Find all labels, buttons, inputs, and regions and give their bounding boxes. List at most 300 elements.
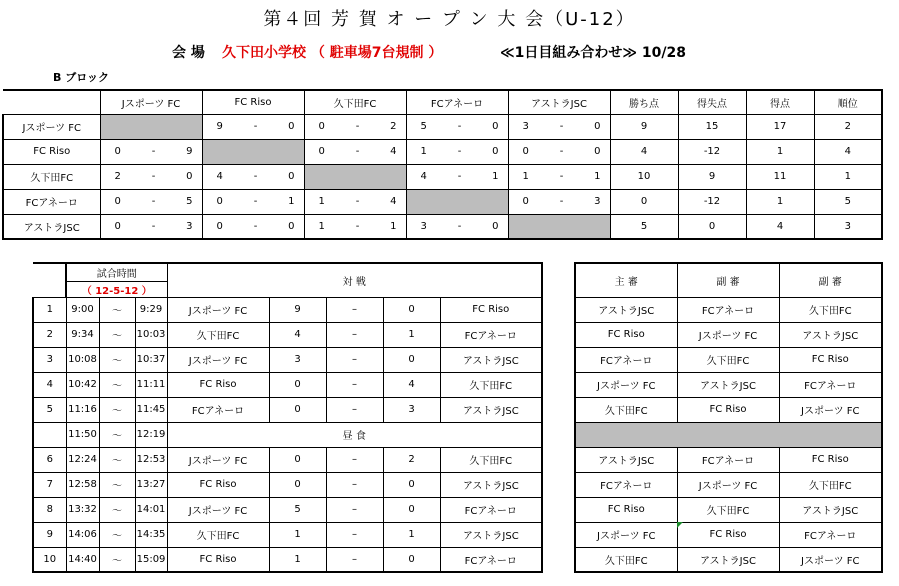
score-pair [305,196,406,207]
home-team: Jスポーツ FC [167,447,269,472]
score-pair [509,146,610,157]
league-header-row [3,90,882,114]
schedule-header-row [33,263,542,281]
league-score [304,139,406,164]
score-part: 0 [186,171,193,182]
league-stat-header: 順位 [814,90,882,114]
away-team: アストラJSC [440,347,542,372]
referee-header: 主 審 [575,263,677,297]
match-end: 11:45 [135,397,167,422]
league-stat: 4 [610,139,678,164]
away-score: 2 [383,447,440,472]
match-end: 12:53 [135,447,167,472]
referee-header: 副 審 [779,263,882,297]
score-part: 0 [114,196,121,207]
league-score [100,164,202,189]
score-part: 0 [522,146,529,157]
referee-cell: FC Riso [677,397,779,422]
score-pair [407,171,508,182]
match-row [33,347,542,372]
home-team: FC Riso [167,472,269,497]
away-score: 3 [383,397,440,422]
away-team: アストラJSC [440,397,542,422]
score-part: 4 [420,171,427,182]
time-wave: ～ [99,447,135,472]
score-dash: – [326,372,383,397]
score-part: 4 [390,196,397,207]
away-team: FC Riso [440,297,542,322]
score-part: 0 [318,121,325,132]
home-score: 0 [269,397,326,422]
league-stat: 0 [678,214,746,239]
schedule-note: ≪1日目組み合わせ≫ 10/28 [500,45,687,61]
match-number: 5 [33,397,66,422]
score-part: - [253,121,258,132]
score-dash: – [326,447,383,472]
league-stat: 3 [814,214,882,239]
league-score [508,114,610,139]
match-start: 10:42 [66,372,99,397]
score-part: 0 [288,220,295,232]
match-start: 12:58 [66,472,99,497]
league-stat: -12 [678,189,746,214]
score-dash: – [326,297,383,322]
score-dash: – [326,522,383,547]
league-score [304,114,406,139]
referee-cell: Jスポーツ FC [779,397,882,422]
referee-cell: FC Riso [677,522,779,547]
league-stat: 4 [746,214,814,239]
score-part: 1 [492,171,499,182]
referee-row [575,497,882,522]
away-team: FCアネーロ [440,547,542,572]
league-col-team: 久下田FC [304,90,406,114]
match-number: 3 [33,347,66,372]
score-part: 0 [522,196,529,207]
match-start: 12:24 [66,447,99,472]
score-pair [509,171,610,182]
score-part: 0 [288,121,295,132]
referee-cell: 久下田FC [575,547,677,572]
away-score: 4 [383,372,440,397]
referee-row [575,397,882,422]
score-part: 0 [114,220,121,232]
home-team: Jスポーツ FC [167,297,269,322]
home-team: 久下田FC [167,522,269,547]
match-row [33,447,542,472]
score-pair [203,171,304,182]
league-self-cell [202,139,304,164]
referee-cell: 久下田FC [575,397,677,422]
league-self-cell [100,114,202,139]
referee-lunch-gap [575,422,882,447]
match-row [33,497,542,522]
league-stat: 1 [746,189,814,214]
score-part: - [355,146,360,157]
league-score [508,164,610,189]
league-row [3,214,882,239]
referee-cell: アストラJSC [677,372,779,397]
referee-cell: アストラJSC [575,297,677,322]
time-wave: ～ [99,497,135,522]
lunch-row [33,422,542,447]
league-score [406,164,508,189]
league-row-team: アストラJSC [3,214,100,239]
score-part: 1 [594,171,601,182]
league-row [3,189,882,214]
home-score: 0 [269,447,326,472]
time-wave: ～ [99,522,135,547]
home-score: 0 [269,372,326,397]
time-wave: ～ [99,547,135,572]
block-label: B ブロック [53,71,109,84]
referee-cell: アストラJSC [677,547,779,572]
referee-cell: FC Riso [779,447,882,472]
league-row [3,114,882,139]
league-col-team: Jスポーツ FC [100,90,202,114]
league-stat: 5 [610,214,678,239]
venue-label: 会 場 [172,45,205,61]
referee-cell: Jスポーツ FC [677,472,779,497]
league-stat: 1 [746,139,814,164]
away-score: 1 [383,522,440,547]
schedule-corner [33,263,66,297]
venue-name: 久下田小学校 （ 駐車場7台規制 ） [222,45,443,61]
score-part: 4 [216,171,223,182]
time-wave: ～ [99,297,135,322]
league-score [202,164,304,189]
score-part: - [457,121,462,132]
away-team: 久下田FC [440,447,542,472]
referee-cell: FCアネーロ [677,297,779,322]
referee-cell: Jスポーツ FC [677,322,779,347]
score-part: - [253,196,258,207]
match-end: 9:29 [135,297,167,322]
match-end: 14:01 [135,497,167,522]
referee-cell: 久下田FC [677,347,779,372]
score-part: - [559,121,564,132]
referee-row [575,297,882,322]
score-pair [203,221,304,232]
home-score: 5 [269,497,326,522]
score-pair [305,146,406,157]
away-score: 0 [383,297,440,322]
league-stat: 9 [678,164,746,189]
score-dash: – [326,347,383,372]
match-start: 14:06 [66,522,99,547]
match-start: 11:16 [66,397,99,422]
home-team: FC Riso [167,547,269,572]
referee-row [575,322,882,347]
home-team: Jスポーツ FC [167,497,269,522]
score-part: - [151,220,156,232]
score-pair [407,146,508,157]
league-score [406,139,508,164]
score-dash: – [326,397,383,422]
score-part: - [151,196,156,207]
match-row [33,397,542,422]
match-row [33,372,542,397]
league-table [2,89,883,240]
away-score: 0 [383,497,440,522]
score-part: - [355,196,360,207]
match-number: 2 [33,322,66,347]
home-score: 4 [269,322,326,347]
score-part: 0 [594,121,601,132]
league-stat: 17 [746,114,814,139]
time-wave: ～ [99,397,135,422]
league-col-team: FC Riso [202,90,304,114]
match-end: 10:37 [135,347,167,372]
league-col-team: アストラJSC [508,90,610,114]
league-stat-header: 勝ち点 [610,90,678,114]
league-row-team: FC Riso [3,139,100,164]
referee-header-row [575,263,882,297]
score-dash: – [326,472,383,497]
score-pair [407,221,508,232]
score-pair [101,221,202,232]
match-row [33,322,542,347]
score-pair [101,171,202,182]
league-stat: 10 [610,164,678,189]
match-row [33,522,542,547]
score-dash: – [326,497,383,522]
league-stat-header: 得失点 [678,90,746,114]
referee-row [575,522,882,547]
score-part: 3 [186,220,193,232]
league-self-cell [406,189,508,214]
score-part: 1 [288,196,295,207]
lunch-label: 昼 食 [167,422,542,447]
referee-cell: FCアネーロ [575,472,677,497]
score-part: 1 [318,220,325,232]
league-self-cell [304,164,406,189]
league-score [406,114,508,139]
referee-cell: アストラJSC [575,447,677,472]
match-start: 10:08 [66,347,99,372]
match-number: 9 [33,522,66,547]
league-stat: 1 [814,164,882,189]
league-stat: 11 [746,164,814,189]
home-team: Jスポーツ FC [167,347,269,372]
score-part: - [355,220,360,232]
league-score [508,139,610,164]
match-header: 対 戦 [167,263,542,297]
referee-header: 副 審 [677,263,779,297]
league-self-cell [508,214,610,239]
score-part: 0 [492,146,499,157]
league-col-team: FCアネーロ [406,90,508,114]
league-score [100,189,202,214]
score-part: 9 [216,121,223,132]
score-dash: – [326,322,383,347]
league-stat-header: 得点 [746,90,814,114]
schedule-date: （ 12-5-12 ） [66,281,167,297]
referee-cell: アストラJSC [779,497,882,522]
score-part: 0 [594,146,601,157]
referee-row [575,472,882,497]
score-part: 0 [318,146,325,157]
score-pair [203,196,304,207]
league-row-team: Jスポーツ FC [3,114,100,139]
score-part: - [253,171,258,182]
score-part: - [457,146,462,157]
score-part: 0 [492,220,499,232]
time-wave: ～ [99,372,135,397]
score-part: 2 [114,171,121,182]
score-part: 1 [318,196,325,207]
score-pair [101,146,202,157]
time-wave: ～ [99,472,135,497]
match-start: 13:32 [66,497,99,522]
league-score [202,189,304,214]
score-pair [101,196,202,207]
score-pair [509,196,610,207]
league-row-team: FCアネーロ [3,189,100,214]
lunch-number [33,422,66,447]
referee-cell: 久下田FC [677,497,779,522]
score-part: 3 [594,196,601,207]
lunch-end: 12:19 [135,422,167,447]
comment-marker-icon [677,522,683,528]
home-score: 0 [269,472,326,497]
home-team: 久下田FC [167,322,269,347]
score-part: - [151,146,156,157]
league-stat: 5 [814,189,882,214]
away-score: 1 [383,322,440,347]
match-start: 9:00 [66,297,99,322]
score-pair [305,221,406,232]
score-part: - [457,171,462,182]
away-team: アストラJSC [440,522,542,547]
away-team: FCアネーロ [440,497,542,522]
referee-cell: FC Riso [575,322,677,347]
score-pair [305,121,406,132]
away-team: 久下田FC [440,372,542,397]
referee-row [575,347,882,372]
home-score: 3 [269,347,326,372]
referee-cell: 久下田FC [779,297,882,322]
away-score: 0 [383,347,440,372]
match-end: 11:11 [135,372,167,397]
match-number: 4 [33,372,66,397]
match-end: 13:27 [135,472,167,497]
home-score: 1 [269,522,326,547]
score-part: 9 [186,146,193,157]
lunch-start: 11:50 [66,422,99,447]
match-end: 10:03 [135,322,167,347]
time-wave: ～ [99,347,135,372]
league-score [304,214,406,239]
referee-cell: 久下田FC [779,472,882,497]
league-stat: -12 [678,139,746,164]
score-pair [509,121,610,132]
referee-row [575,447,882,472]
away-team: アストラJSC [440,472,542,497]
match-row [33,547,542,572]
time-header: 試合時間 [66,263,167,281]
score-dash: – [326,547,383,572]
score-part: 0 [114,146,121,157]
referee-table [574,262,883,573]
away-score: 0 [383,472,440,497]
match-number: 7 [33,472,66,497]
league-score [202,214,304,239]
score-part: 1 [390,220,397,232]
score-part: - [151,171,156,182]
referee-row [575,547,882,572]
score-part: 3 [420,220,427,232]
referee-cell: Jスポーツ FC [575,372,677,397]
score-part: 0 [216,220,223,232]
match-start: 14:40 [66,547,99,572]
match-start: 9:34 [66,322,99,347]
match-number: 6 [33,447,66,472]
score-part: - [457,220,462,232]
match-end: 14:35 [135,522,167,547]
league-stat: 15 [678,114,746,139]
league-score [202,114,304,139]
referee-cell: FC Riso [575,497,677,522]
match-number: 10 [33,547,66,572]
league-score [406,214,508,239]
score-part: 2 [390,121,397,132]
match-row [33,472,542,497]
match-number: 1 [33,297,66,322]
schedule-table [32,262,543,573]
league-score [304,189,406,214]
match-number: 8 [33,497,66,522]
home-team: FC Riso [167,372,269,397]
league-score [508,189,610,214]
referee-cell: Jスポーツ FC [575,522,677,547]
referee-cell: FC Riso [779,347,882,372]
referee-row [575,372,882,397]
score-part: - [355,121,360,132]
league-stat: 9 [610,114,678,139]
league-stat: 2 [814,114,882,139]
referee-cell: FCアネーロ [575,347,677,372]
league-stat: 0 [610,189,678,214]
score-part: - [559,196,564,207]
league-corner [3,90,100,114]
score-part: 0 [288,171,295,182]
referee-cell: FCアネーロ [677,447,779,472]
referee-lunch-row [575,422,882,447]
score-part: 0 [492,121,499,132]
score-part: 3 [522,121,529,132]
score-pair [407,121,508,132]
referee-cell: FCアネーロ [779,372,882,397]
away-team: FCアネーロ [440,322,542,347]
score-part: - [253,220,258,232]
page-title: 第４回 芳 賀 オ ー プ ン 大 会（U-12） [263,9,636,30]
score-part: 1 [420,146,427,157]
score-part: 5 [420,121,427,132]
league-row [3,164,882,189]
home-team: FCアネーロ [167,397,269,422]
league-score [100,139,202,164]
referee-cell: Jスポーツ FC [779,547,882,572]
score-part: 4 [390,146,397,157]
match-end: 15:09 [135,547,167,572]
away-score: 0 [383,547,440,572]
score-part: 1 [522,171,529,182]
referee-cell: アストラJSC [779,322,882,347]
league-score [100,214,202,239]
score-part: 5 [186,196,193,207]
score-part: - [559,171,564,182]
